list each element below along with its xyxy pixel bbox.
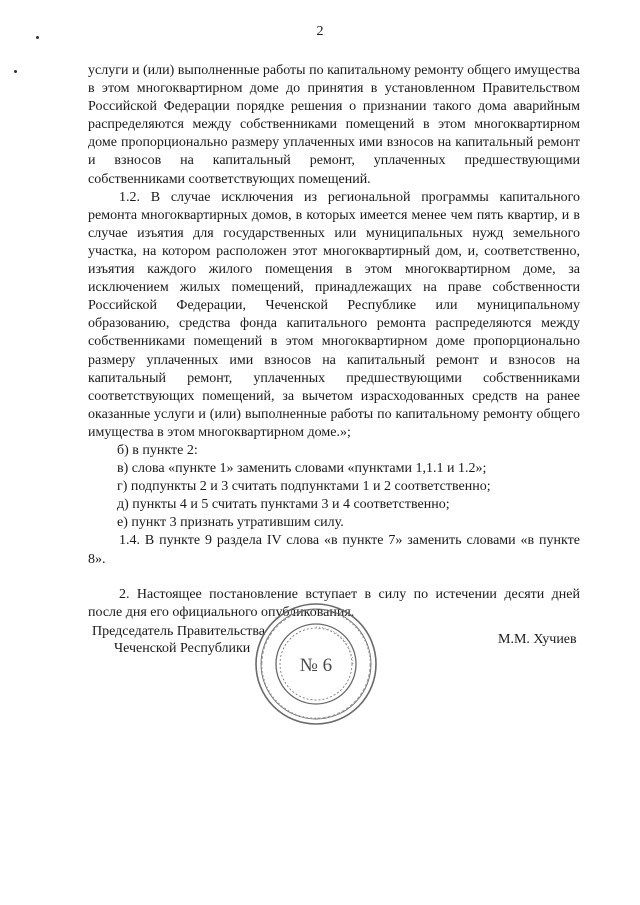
paragraph-1-4: 1.4. В пункте 9 раздела IV слова «в пункте 7» заменить словами «в пункте 8». bbox=[88, 533, 580, 567]
scan-speck bbox=[36, 36, 39, 39]
paragraph-continuation: услуги и (или) выполненные работы по капитальному ремонту общего имущества в этом многоквартирном доме до принятия в установленном Правительством Российской Федерации порядке решения о признании такого дома аварийным распределяются между собственниками помещений в этом многоквартирном доме пропорционально размеру уплаченных ими взносов на капитальный ремонт и взносов на капитальный ремонт, уплаченных предшествующими собственниками соответствующих помещений. bbox=[88, 63, 580, 187]
clause-b: б) в пункте 2: bbox=[117, 442, 198, 458]
signatory-title-line1: Председатель Правительства bbox=[92, 624, 265, 639]
signatory-title bbox=[92, 623, 265, 657]
stamp-number: № 6 bbox=[299, 655, 333, 676]
clause-e: е) пункт 3 признать утратившим силу. bbox=[117, 515, 344, 531]
signatory-title-line2: Чеченской Республики bbox=[114, 641, 251, 656]
paragraph-2: 2. Настоящее постановление вступает в силу по истечении десяти дней после дня его официального опубликования. bbox=[88, 586, 580, 620]
official-seal-stamp bbox=[252, 600, 380, 728]
clause-v: в) слова «пункте 1» заменить словами «пунктами 1,1.1 и 1.2»; bbox=[117, 461, 487, 477]
clause-g: г) подпункты 2 и 3 считать подпунктами 1 и 2 соответственно; bbox=[117, 479, 491, 495]
signatory-name: М.М. Хучиев bbox=[498, 632, 577, 647]
clause-d: д) пункты 4 и 5 считать пунктами 3 и 4 соответственно; bbox=[117, 497, 450, 513]
scan-speck bbox=[14, 70, 17, 73]
page-number: 2 bbox=[316, 24, 324, 39]
document-body bbox=[88, 62, 580, 622]
paragraph-1-2: 1.2. В случае исключения из региональной программы капитального ремонта многоквартирных домов, в которых имеется менее чем пять квартир, и в случае изъятия для государственных или муниципальных нужд земельного участка, на котором расположен этот многоквартирный дом, и, соответственно, изъятия каждого жилого помещения в этом многоквартирном доме, за исключением жилых помещений, принадлежащих на праве собственности Российской Федерации, Чеченской Республике или муниципальному образованию, средства фонда капитального ремонта распределяются между собственниками помещений в этом многоквартирном доме пропорционально размеру уплаченных ими взносов на капитальный ремонт и взносов на капитальный ремонт, уплаченных предшествующими собственниками соответствующих помещений, за вычетом израсходованных средств на ранее оказанные услуги и (или) выполненные работы по капитальному ремонту общего имущества в этом многоквартирном доме.»; bbox=[88, 189, 580, 440]
